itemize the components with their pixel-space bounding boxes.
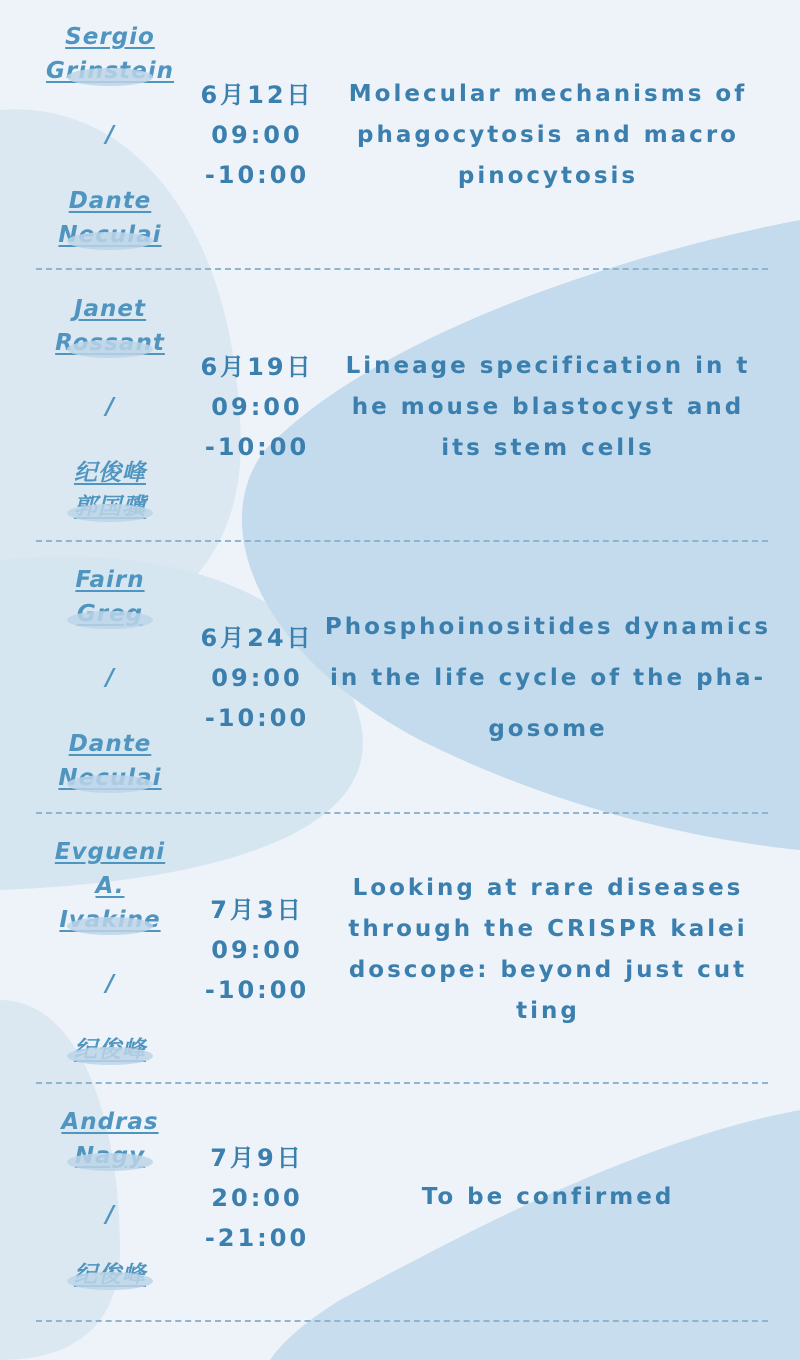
speaker-name-link[interactable]: Greg [76,601,144,627]
session-title-line: through the CRISPR kalei [348,916,748,942]
session-date: 6月19日 [200,353,314,381]
session-time-end: -10:00 [204,704,310,732]
session-title-line: doscope: beyond just cut [348,957,748,983]
row-divider [36,1082,768,1084]
session-title-line: in the life cycle of the pha- [329,664,767,691]
session-time-start: 09:00 [211,664,303,692]
session-title [326,563,770,793]
speaker-name-link[interactable]: Grinstein [45,58,175,84]
host-name-block[interactable] [67,456,153,522]
session-row [0,1105,800,1290]
speaker-cell [38,20,182,250]
speaker-name-block[interactable] [61,1105,158,1171]
row-divider [36,540,768,542]
session-title-line: To be confirmed [421,1184,675,1210]
session-datetime [192,292,322,522]
session-datetime [192,835,322,1065]
separator: / [105,394,115,420]
session-row [0,20,800,250]
speaker-name-block[interactable] [55,835,165,935]
host-name-link[interactable]: Neculai [58,222,162,248]
speaker-cell [38,292,182,522]
session-date: 6月24日 [200,624,314,652]
session-time-start: 09:00 [211,393,303,421]
session-title-line: Lineage specification in t [345,352,751,379]
speaker-name-link[interactable]: Nagy [74,1143,146,1169]
session-time-start: 20:00 [211,1183,303,1212]
speaker-name-link[interactable]: Rossant [55,330,165,356]
separator: / [105,665,115,691]
session-datetime [192,20,322,250]
session-date: 6月12日 [200,81,314,109]
session-title [326,20,770,250]
session-datetime [192,563,322,793]
session-time-start: 09:00 [211,936,303,964]
session-title [326,1105,770,1290]
session-time-end: -10:00 [204,433,310,461]
session-title [326,292,770,522]
speaker-name-link[interactable]: Andras [61,1109,159,1135]
speaker-cell [38,1105,182,1290]
session-title-line: Phosphoinositides dynamics [324,613,772,640]
session-title-line: pinocytosis [457,162,639,189]
separator: / [105,971,115,997]
host-name-link[interactable]: 纪俊峰 [74,1262,146,1288]
session-date: 7月3日 [210,896,304,924]
speaker-name-link[interactable]: A. [95,873,125,899]
session-title-line: gosome [488,715,608,742]
host-name-link[interactable]: 纪俊峰 [74,1037,146,1063]
session-title-line: its stem cells [441,434,655,461]
row-divider [36,1320,768,1322]
separator: / [105,1201,115,1228]
row-divider [36,268,768,270]
session-row [0,563,800,793]
host-name-link[interactable]: Neculai [58,765,162,791]
session-title-line: Molecular mechanisms of [348,80,748,107]
speaker-cell [38,835,182,1065]
session-date: 7月9日 [210,1143,304,1172]
host-name-link[interactable]: Dante [68,188,152,214]
session-row [0,292,800,522]
host-name-link[interactable]: Dante [68,731,152,757]
session-datetime [192,1105,322,1290]
row-divider [36,812,768,814]
session-title-line: ting [516,998,580,1024]
host-name-link[interactable]: 纪俊峰 [74,460,146,486]
session-title-line: Looking at rare diseases [352,875,744,901]
host-name-block[interactable] [58,184,161,250]
speaker-name-link[interactable]: Evgueni [54,839,166,865]
session-row [0,835,800,1065]
session-time-end: -21:00 [204,1223,310,1252]
speaker-name-block[interactable] [55,292,165,358]
host-name-link[interactable]: 郭国骥 [74,494,146,520]
speaker-name-link[interactable]: Janet [73,296,147,322]
speaker-cell [38,563,182,793]
speaker-name-link[interactable]: Fairn [75,567,145,593]
separator: / [105,122,115,148]
session-title [326,835,770,1065]
host-name-block[interactable] [67,1033,153,1065]
speaker-name-link[interactable]: Sergio [65,24,155,50]
host-name-block[interactable] [58,727,161,793]
session-time-start: 09:00 [211,121,303,149]
session-time-end: -10:00 [204,976,310,1004]
host-name-block[interactable] [67,1258,153,1290]
speaker-name-block[interactable] [46,20,174,86]
session-title-line: phagocytosis and macro [357,121,739,148]
session-title-line: he mouse blastocyst and [351,393,745,420]
session-time-end: -10:00 [204,161,310,189]
speaker-name-block[interactable] [67,563,153,629]
speaker-name-link[interactable]: Ivakine [59,907,161,933]
